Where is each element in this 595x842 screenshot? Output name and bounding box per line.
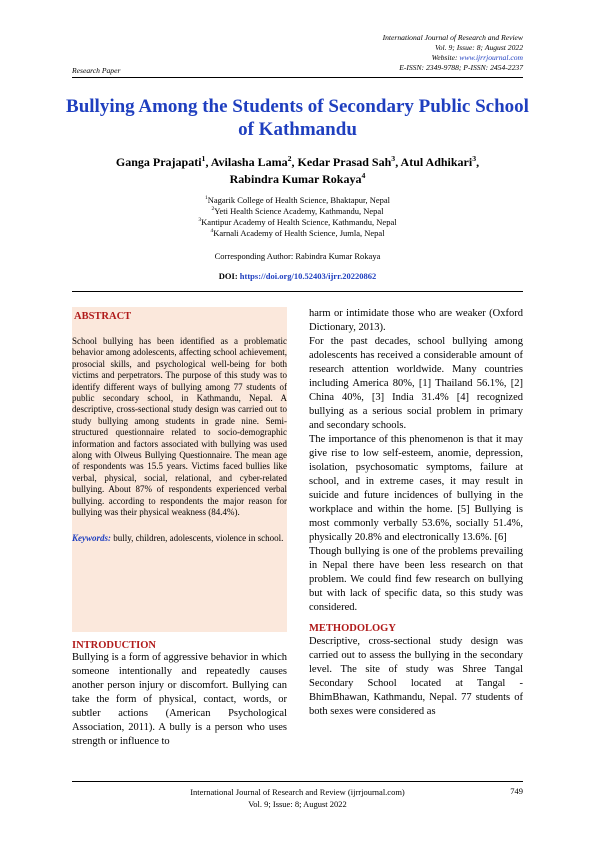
website-label: Website: — [431, 53, 460, 62]
affiliation-text: Nagarik College of Health Science, Bhaktapur, Nepal — [207, 195, 391, 205]
keywords-text: bully, children, adolescents, violence in school. — [111, 532, 284, 543]
website-link[interactable]: www.ijrrjournal.com — [459, 53, 523, 62]
keywords — [72, 533, 287, 544]
introduction-paragraph-continued — [309, 307, 523, 615]
author-affil-mark: 2 — [287, 154, 292, 163]
affiliation — [60, 206, 535, 217]
affiliation — [60, 195, 535, 206]
corresponding-author: Corresponding Author: Rabindra Kumar Rokaya — [214, 251, 381, 261]
affiliation-list — [60, 195, 535, 239]
author-separator: , — [291, 155, 298, 169]
journal-issn: E-ISSN: 2349-9788; P-ISSN: 2454-2237 — [399, 63, 523, 72]
author-separator: , — [395, 155, 401, 169]
author-name: Rabindra Kumar Rokaya — [229, 172, 362, 186]
author-separator: , — [476, 155, 480, 169]
methodology-text: Descriptive, cross-sectional study design was carried out to assess the bullying in the secondary level. The site of study was Shree Tangal Secondary School located at Tangal - BhimBhawan, Kathmandu, Nepal. 77 students of both sexes were considered as — [309, 636, 523, 717]
author — [401, 155, 480, 169]
introduction-paragraph: Though bullying is one of the problems prevailing in Nepal there have been less research on that problem. We could find few research on bullying but with lack of specific data, so this study was considered. — [309, 546, 523, 613]
doi-label: DOI: — [218, 271, 240, 281]
author — [297, 155, 400, 169]
abstract-heading: ABSTRACT — [74, 311, 132, 322]
abstract-text: School bullying has been identified as a problematic behavior among adolescents, affecting school achievement, prosocial skills, and psychological well-being for both victims and perpetrators. The purpose of this study was to identify different ways of bullying among 77 students of public secondary school, in Kathmandu, Nepal. A descriptive, cross-sectional study design was carried out to study bullying among students in grade nine. Semi-structured questionnaire related to socio-demographic information and factors associated with bullying was used along with Olweus Bullying Questionnaire. The mean age of respondents was 15.5 years. Victims faced bullies like verbal, physical, social, relational, and cyber-related bullying. About 87% of respondents experienced verbal bullying. according to respondents the major reason for bullying was their physical weakness (84.4%). — [72, 336, 287, 518]
title-divider — [72, 291, 523, 292]
affiliation-text: Yeti Health Science Academy, Kathmandu, Nepal — [214, 206, 384, 216]
introduction-section — [72, 640, 287, 791]
affiliation-mark: 4 — [210, 228, 214, 235]
header-divider — [72, 77, 523, 78]
author-list — [60, 154, 535, 188]
methodology-heading: METHODOLOGY — [309, 623, 396, 634]
author-name: Atul Adhikari — [400, 155, 473, 169]
author-name: Ganga Prajapati — [115, 155, 202, 169]
introduction-paragraph: The importance of this phenomenon is that it may give rise to low self-esteem, anomie, depression, isolation, psychosomatic symptoms, failure at school, and in extreme cases, it may result in suicide and future incidences of bullying in the workplace and within the home. [5] Bullying is most commonly verbally 53.6%, socially 51.4%, physically 20.8% and electronically 13.6%. [6] — [309, 434, 523, 543]
author-name: Avilasha Lama — [210, 155, 288, 169]
journal-header — [383, 33, 523, 73]
footer-divider — [72, 781, 523, 782]
affiliation-mark: 1 — [204, 195, 208, 202]
keywords-label: Keywords: — [72, 532, 111, 543]
paper-type: Research Paper — [72, 66, 121, 75]
journal-name: International Journal of Research and Review — [382, 33, 523, 42]
journal-website — [383, 53, 523, 63]
author-affil-mark: 1 — [201, 154, 206, 163]
introduction-paragraph: Bullying is a form of aggressive behavior in which someone intentionally and repeatedly causes another person injury or discomfort. Bullying can take the form of physical, contact, words, or subtler actions (American Psychological Association, 2011). A bully is a person who uses strength or influence to — [72, 652, 287, 747]
affiliation — [60, 217, 535, 228]
author-affil-mark: 4 — [361, 171, 366, 180]
author-affil-mark: 3 — [391, 154, 396, 163]
introduction-heading: INTRODUCTION — [72, 640, 157, 651]
affiliation — [60, 228, 535, 239]
affiliation-mark: 3 — [198, 217, 202, 224]
author — [211, 155, 298, 169]
introduction-paragraph: For the past decades, school bullying among adolescents has received a considerable amount of research attention worldwide. Many countries including America 80%, [1] Thailand 56.1%, [2] China 40%, [3] India 31.4% [4] recognized bullying as a serious social problem in primary and secondary schools. — [309, 336, 523, 431]
page-number: 749 — [510, 786, 523, 796]
affiliation-text: Karnali Academy of Health Science, Jumla, Nepal — [213, 228, 385, 238]
author — [116, 155, 211, 169]
paper-title: Bullying Among the Students of Secondary Public School of Kathmandu — [66, 96, 529, 140]
author-separator: , — [205, 155, 211, 169]
affiliation-mark: 2 — [211, 206, 215, 213]
doi-line — [60, 271, 535, 281]
footer-volume: Vol. 9; Issue: 8; August 2022 — [248, 799, 347, 809]
page-footer — [72, 786, 523, 810]
continued-text: harm or intimidate those who are weaker (Oxford Dictionary, 2013). — [309, 308, 523, 333]
doi-link[interactable]: https://doi.org/10.52403/ijrr.20220862 — [239, 271, 377, 281]
abstract-box — [72, 307, 287, 632]
author-name: Kedar Prasad Sah — [297, 155, 392, 169]
affiliation-text: Kantipur Academy of Health Science, Kathmandu, Nepal — [201, 217, 397, 227]
author — [230, 172, 366, 186]
right-column — [309, 307, 523, 719]
footer-journal: International Journal of Research and Review (ijrrjournal.com) — [190, 787, 405, 797]
journal-volume: Vol. 9; Issue: 8; August 2022 — [434, 43, 523, 52]
author-affil-mark: 3 — [472, 154, 477, 163]
